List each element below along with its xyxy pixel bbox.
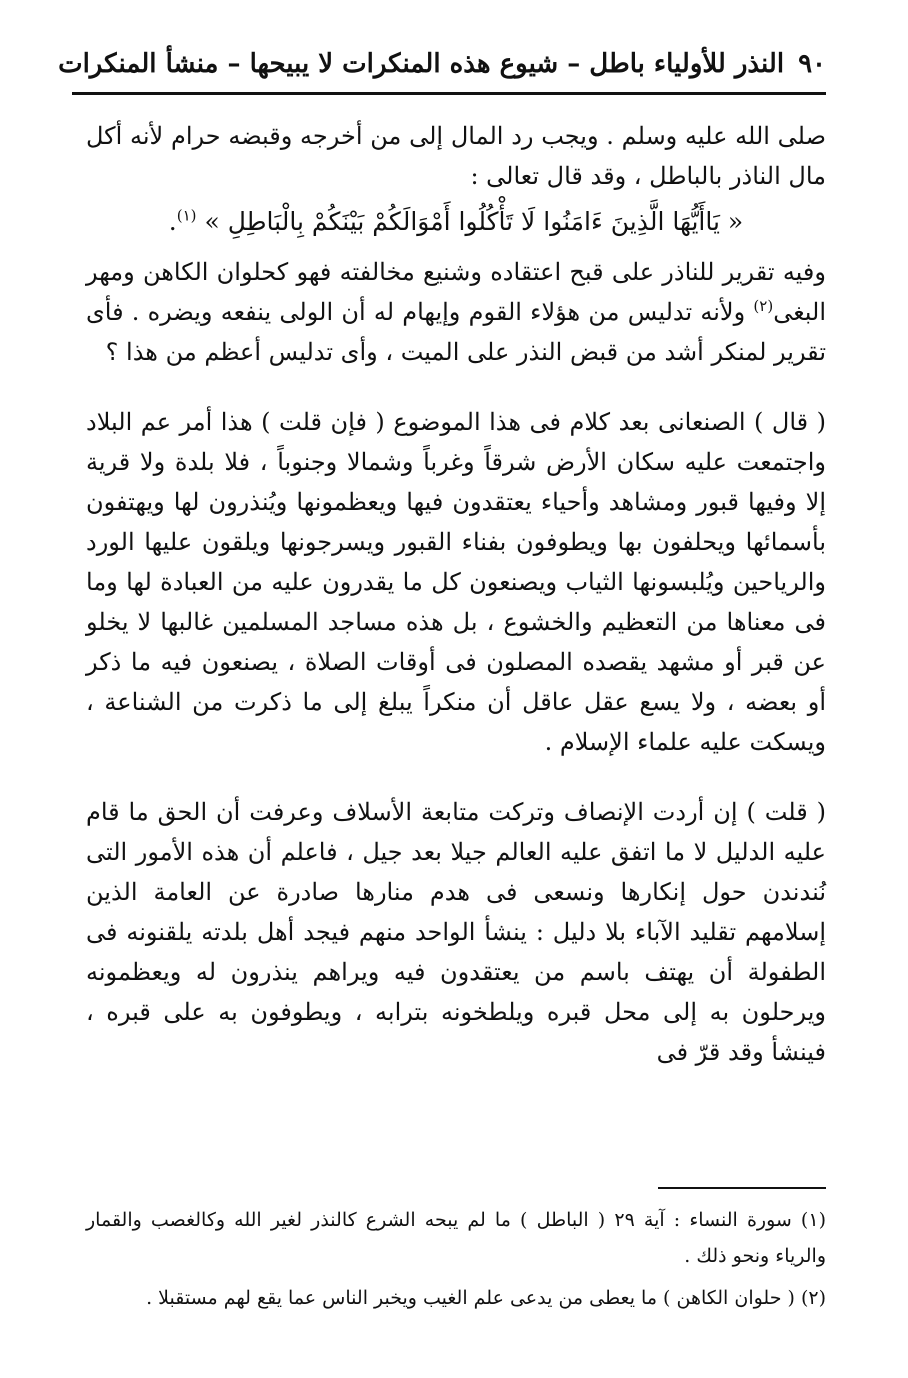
footnote-1: (١) سورة النساء : آية ٢٩ ( الباطل ) ما لم يبحه الشرع كالنذر لغير الله وكالغصب والقمار والرياء ونحو ذلك . [86,1209,826,1267]
footnotes [86,1202,826,1322]
footnote-rule [658,1187,826,1189]
header-rule [72,92,826,95]
quran-verse [86,196,826,248]
paragraph-2-part-b: ولأنه تدليس من هؤلاء القوم وإيهام له أن الولى ينفعه ويضره . فأى تقرير لمنكر أشد من قبض النذر على الميت ، وأى تدليس أعظم من هذا ؟ [86,298,826,366]
paragraph-2-part-a: وفيه تقرير للناذر على قبح اعتقاده وشنيع مخالفته فهو كحلوان الكاهن ومهر البغى [86,258,826,326]
verse-end: . [168,207,177,236]
paragraph-1: صلى الله عليه وسلم . ويجب رد المال إلى من أخرجه وقبضه حرام لأنه أكل مال الناذر بالباطل ، وقد قال تعالى : [86,122,826,190]
paragraph-4: ( قلت ) إن أردت الإنصاف وتركت متابعة الأسلاف وعرفت أن الحق ما قام عليه الدليل لا ما اتفق عليه العالم جيلا بعد جيل ، فاعلم أن هذه الأمور التى نُندندن حول إنكارها ونسعى فى هدم منارها صادرة عن العامة الذين إسلامهم تقليد الآباء بلا دليل : ينشأ الواحد منهم فيجد أهل بلدته يلقنونه فى الطفولة أن يهتف باسم من يعتقدون فيه ويراهم ينذرون له ويعظمونه ويرحلون به إلى محل قبره ويلطخونه بترابه ، ويطوفون به على قبره ، فينشأ وقد قرّ فى [86,798,826,1066]
page-number: ٩٠ [798,49,826,79]
verse-text: « يَاأَيُّهَا الَّذِينَ ءَامَنُوا لَا تَأْكُلُوا أَمْوَالَكُمْ بَيْنَكُمْ بِالْبَاطِلِ » [204,207,744,236]
main-text [86,116,826,1072]
footnote-2: (٢) ( حلوان الكاهن ) ما يعطى من يدعى علم الغيب ويخبر الناس عما يقع لهم مستقبلا . [146,1287,826,1309]
footnote-marker-1: (١) [176,206,197,225]
paragraph-2 [86,252,826,372]
footnote-marker-2: (٢) [753,297,774,315]
paragraph-3: ( قال ) الصنعانى بعد كلام فى هذا الموضوع ( فإن قلت ) هذا أمر عم البلاد واجتمعت عليه سكان الأرض شرقاً وغرباً وشمالا وجنوباً ، فلا بلدة ولا قرية إلا وفيها قبور ومشاهد وأحياء يعتقدون فيها ويعظمونها ويُنذرون لها ويهتفون بأسمائها ويحلفون بها ويطوفون بفناء القبور ويسرجونها ويلقون عليها الورد والرياحين ويُلبسونها الثياب ويصنعون كل ما يقدرون عليه من العبادة لها وما فى معناها من التعظيم والخشوع ، بل هذه مساجد المسلمين غالبها لا يخلو عن قبر أو مشهد يقصده المصلون فى أوقات الصلاة ، يصنعون فيه ما ذكر أو بعضه ، ولا يسع عقل عاقل أن منكراً يبلغ إلى ما ذكرت من الشناعة ، ويسكت عليه علماء الإسلام . [86,408,827,756]
running-title: النذر للأولياء باطل – شيوع هذه المنكرات لا يبيحها – منشأ المنكرات [58,49,785,79]
running-header [58,38,826,90]
